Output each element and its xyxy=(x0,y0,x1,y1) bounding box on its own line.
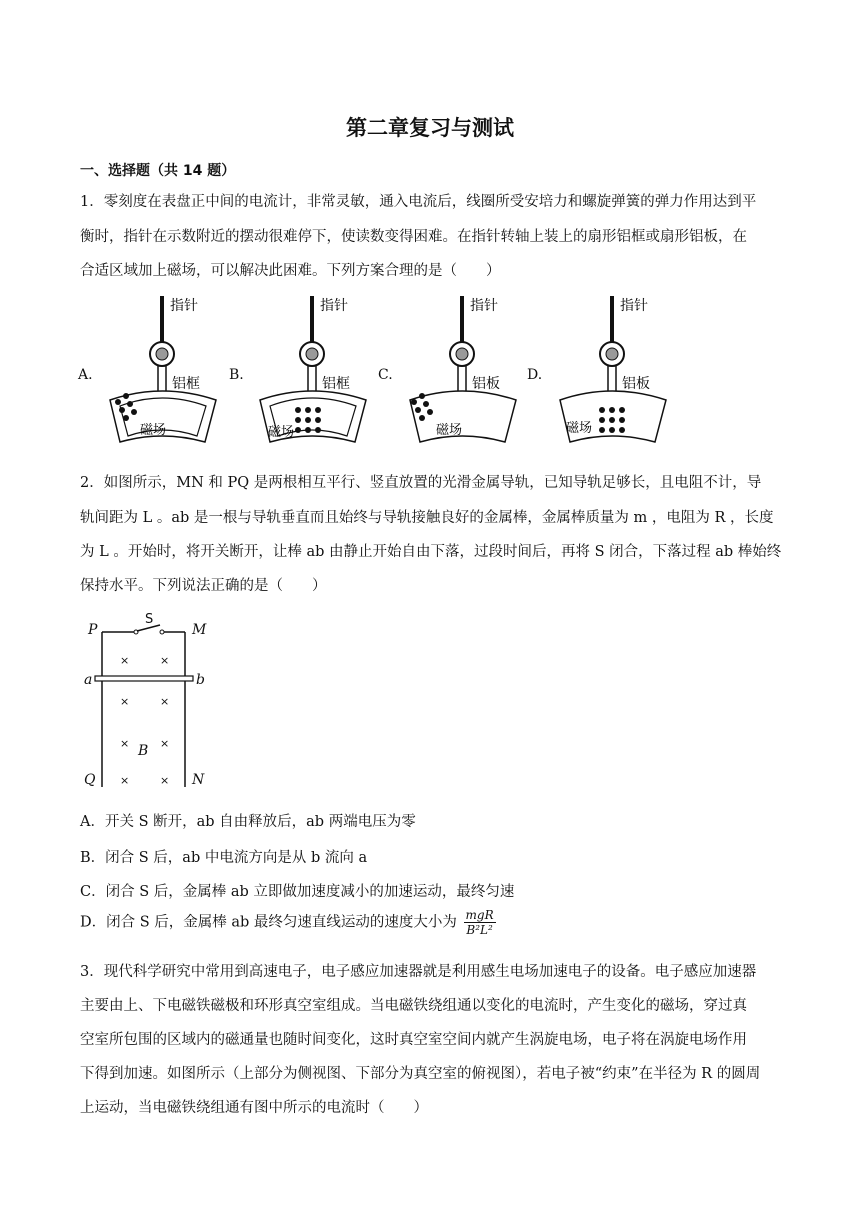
q2-option-c[interactable]: C．闭合 S 后，金属棒 ab 立即做加速度减小的加速运动，最终匀速 xyxy=(80,884,515,900)
q2-line-3: 为 L 。开始时，将开关断开，让棒 ab 由静止开始自由下落，过段时间后，再将 S 闭合，下落过程 ab 棒始终 xyxy=(80,544,782,560)
svg-text:×: × xyxy=(160,737,170,750)
q3-line-4: 下得到加速。如图所示（上部分为侧视图、下部分为真空室的俯视图），若电子被“约束”在半径为 R 的圆周 xyxy=(80,1066,761,1082)
part-label: 铝框 xyxy=(172,376,200,392)
q2-line-4: 保持水平。下列说法正确的是（ ） xyxy=(80,578,327,594)
q1-option-a-figure xyxy=(100,292,225,457)
q1-option-d-label[interactable]: D. xyxy=(527,367,543,383)
q3-line-2: 主要由上、下电磁铁磁极和环形真空室组成。当电磁铁绕组通以变化的电流时，产生变化的磁场，穿过真 xyxy=(80,998,747,1014)
svg-text:×: × xyxy=(120,654,130,667)
q3-line-5: 上运动，当电磁铁绕组通有图中所示的电流时（ ） xyxy=(80,1100,428,1116)
q1-line-2: 衡时，指针在示数附近的摆动很难停下，使读数变得困难。在指针转轴上装上的扇形铝框或扇形铝板，在 xyxy=(80,229,747,245)
q1-option-c-figure xyxy=(400,292,525,457)
pointer-label: 指针 xyxy=(320,298,348,314)
field-label: 磁场 xyxy=(436,423,463,438)
svg-text:×: × xyxy=(160,654,170,667)
part-label: 铝板 xyxy=(622,376,650,392)
q1-line-1: 1．零刻度在表盘正中间的电流计，非常灵敏，通入电流后，线圈所受安培力和螺旋弹簧的弹力作用达到平 xyxy=(80,194,757,210)
q1-option-a-label[interactable]: A. xyxy=(78,367,93,383)
label-m: M xyxy=(192,622,207,638)
svg-text:×: × xyxy=(120,695,130,708)
svg-text:×: × xyxy=(120,737,130,750)
label-switch: S xyxy=(145,612,154,627)
pointer-label: 指针 xyxy=(470,298,498,314)
label-b: b xyxy=(196,672,205,688)
label-p: P xyxy=(88,622,98,638)
q2-option-d-fraction xyxy=(464,908,496,937)
part-label: 铝框 xyxy=(322,376,350,392)
q2-line-2: 轨间距为 L 。ab 是一根与导轨垂直而且始终与导轨接触良好的金属棒，金属棒质量为 m ，电阻为 R ，长度 xyxy=(80,510,774,526)
svg-text:×: × xyxy=(120,774,130,787)
q2-option-d-text: D．闭合 S 后，金属棒 ab 最终匀速直线运动的速度大小为 xyxy=(80,914,457,931)
q1-option-d-figure xyxy=(550,292,675,457)
q1-option-b-figure xyxy=(250,292,375,457)
q2-option-d[interactable] xyxy=(80,908,496,937)
label-field-b: B xyxy=(138,743,149,759)
section-heading: 一、选择题（共 14 题） xyxy=(80,163,236,179)
q3-line-3: 空室所包围的区域内的磁通量也随时间变化，这时真空室空间内就产生涡旋电场，电子将在涡旋电场作用 xyxy=(80,1032,747,1048)
q1-option-c-label[interactable]: C. xyxy=(378,367,393,383)
part-label: 铝板 xyxy=(472,376,500,392)
page-title: 第二章复习与测试 xyxy=(346,116,514,140)
pointer-label: 指针 xyxy=(170,298,198,314)
field-label: 磁场 xyxy=(268,425,295,440)
q2-circuit-figure xyxy=(80,612,220,792)
label-q: Q xyxy=(84,772,96,788)
q2-line-1: 2．如图所示，MN 和 PQ 是两根相互平行、竖直放置的光滑金属导轨，已知导轨足够长，且电阻不计，导 xyxy=(80,475,762,491)
fraction-numerator: mgR xyxy=(465,908,494,922)
fraction-denominator: B²L² xyxy=(466,923,493,937)
field-label: 磁场 xyxy=(566,421,593,436)
svg-text:×: × xyxy=(160,774,170,787)
field-label: 磁场 xyxy=(140,423,167,438)
q1-option-b-label[interactable]: B. xyxy=(229,367,244,383)
q2-option-b[interactable]: B．闭合 S 后，ab 中电流方向是从 b 流向 a xyxy=(80,850,368,866)
label-n: N xyxy=(192,772,205,788)
svg-text:×: × xyxy=(160,695,170,708)
q3-line-1: 3．现代科学研究中常用到高速电子，电子感应加速器就是利用感生电场加速电子的设备。电子感应加速器 xyxy=(80,964,757,980)
pointer-label: 指针 xyxy=(620,298,648,314)
q1-line-3: 合适区域加上磁场，可以解决此困难。下列方案合理的是（ ） xyxy=(80,263,501,279)
label-a: a xyxy=(84,672,93,688)
q2-option-a[interactable]: A．开关 S 断开，ab 自由释放后，ab 两端电压为零 xyxy=(80,814,416,830)
